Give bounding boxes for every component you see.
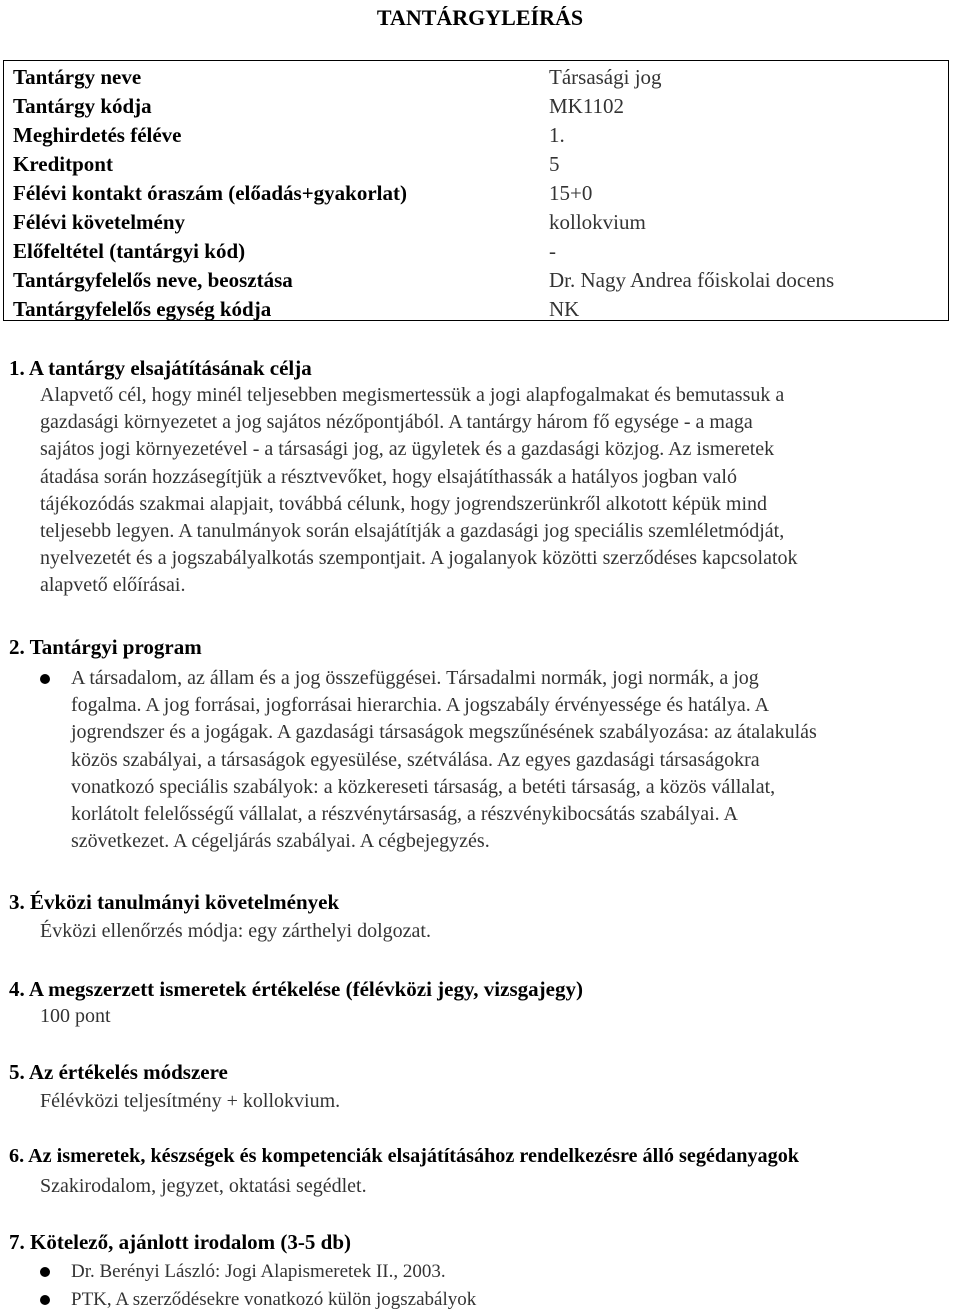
section-6-heading: 6. Az ismeretek, készségek és kompetenciák elsajátításához rendelkezésre álló segédanyagok (9, 1145, 800, 1167)
info-row-code (4, 92, 948, 121)
section-1-heading: 1. A tantárgy elsajátításának célja (9, 356, 312, 380)
section-5-text: Félévközi teljesítmény + kollokvium. (40, 1090, 341, 1112)
info-row-prerequisite (4, 237, 948, 266)
section-7-heading: 7. Kötelező, ajánlott irodalom (3-5 db) (9, 1230, 351, 1254)
text-line: teljesebb legyen. A tanulmányok során elsajátítják a gazdasági jog speciális szemléletmódját, (40, 519, 785, 542)
info-label: Tantárgy kódja (13, 94, 152, 118)
text-line: jogrendszer és a jogágak. A gazdasági társaságok megszűnésének szabályozása: az átalakulás (71, 721, 817, 744)
info-label: Kreditpont (13, 152, 113, 176)
section-3-heading: 3. Évközi tanulmányi követelmények (9, 890, 340, 914)
text-line: A társadalom, az állam és a jog összefüggései. Társadalmi normák, jogi normák, a jog (71, 667, 759, 689)
info-value: Dr. Nagy Andrea főiskolai docens (549, 268, 835, 292)
info-row-hours (4, 179, 948, 208)
info-label: Tantárgy neve (13, 65, 142, 89)
info-row-requirement (4, 208, 948, 237)
text-line: Alapvető cél, hogy minél teljesebben megismertessük a jogi alapfogalmakat és bemutassuk a (40, 384, 785, 406)
info-value: - (549, 239, 556, 263)
text-line: vonatkozó speciális szabályok: a közkereseti társaság, a betéti társaság, a közös vállalat, (71, 775, 776, 798)
bullet-icon (40, 674, 50, 684)
info-value: kollokvium (549, 210, 646, 234)
info-label: Tantárgyfelelős egység kódja (13, 297, 272, 321)
section-2-heading: 2. Tantárgyi program (9, 635, 202, 659)
section-6-text: Szakirodalom, jegyzet, oktatási segédlet. (40, 1175, 367, 1197)
text-line: nyelvezetét és a jogszabályalkotás szempontjait. A jogalanyok közötti szerződéses kapcsolatok (40, 547, 798, 570)
bullet-icon (40, 1267, 50, 1277)
text-line: közös szabályai, a társaságok egyesülése, szétválása. Az egyes gazdasági társaságokra (71, 748, 760, 771)
info-value: 1. (549, 123, 565, 147)
text-line: átadása során hozzásegítjük a résztvevőket, hogy elsajátíthassák a hatályos jogban való (40, 465, 737, 488)
info-label: Előfeltétel (tantárgyi kód) (13, 239, 246, 263)
info-row-name (4, 63, 948, 92)
bullet-icon (40, 1295, 50, 1305)
text-line: szövetkezet. A cégeljárás szabályai. A cégbejegyzés. (71, 830, 490, 853)
info-label: Félévi követelmény (13, 210, 186, 234)
info-value: NK (549, 297, 580, 321)
literature-item: Dr. Berényi László: Jogi Alapismeretek II., 2003. (71, 1261, 446, 1282)
text-line: korlátolt felelősségű vállalat, a részvénytársaság, a részvénykibocsátás szabályai. A (71, 802, 738, 825)
section-1-text (40, 382, 956, 600)
section-4-text: 100 pont (40, 1005, 111, 1027)
section-2-text (71, 665, 956, 855)
info-value: 15+0 (549, 181, 593, 205)
section-4-heading: 4. A megszerzett ismeretek értékelése (félévközi jegy, vizsgajegy) (9, 977, 583, 1001)
text-line: sajátos jogi környezetével - a társasági jog, az ügyletek és a gazdasági közjog. Az ismeretek (40, 438, 775, 461)
text-line: alapvető előírásai. (40, 574, 186, 597)
info-label: Tantárgyfelelős neve, beosztása (13, 268, 293, 292)
literature-item: PTK, A szerződésekre vonatkozó külön jogszabályok (71, 1289, 477, 1310)
info-row-responsible (4, 266, 948, 295)
document-title: TANTÁRGYLEÍRÁS (376, 5, 584, 30)
info-value: Társasági jog (549, 65, 662, 89)
subject-info-table (3, 60, 949, 321)
info-row-unit (4, 295, 948, 324)
info-label: Meghirdetés féléve (13, 123, 182, 147)
section-5-heading: 5. Az értékelés módszere (9, 1060, 228, 1084)
info-row-semester (4, 121, 948, 150)
text-line: fogalma. A jog forrásai, jogforrásai hierarchia. A jogszabály érvényessége és hatálya. A (71, 694, 770, 717)
info-row-credit (4, 150, 948, 179)
section-3-text: Évközi ellenőrzés módja: egy zárthelyi dolgozat. (40, 920, 431, 942)
info-value: MK1102 (549, 94, 625, 118)
text-line: tájékozódás szakmai alapjait, továbbá célunk, hogy jogrendszerünkről alkotott képük mind (40, 492, 768, 515)
text-line: gazdasági környezetet a jog sajátos nézőpontjából. A tantárgy három fő egysége - a maga (40, 411, 753, 434)
info-value: 5 (549, 152, 560, 176)
info-label: Félévi kontakt óraszám (előadás+gyakorlat) (13, 181, 408, 205)
